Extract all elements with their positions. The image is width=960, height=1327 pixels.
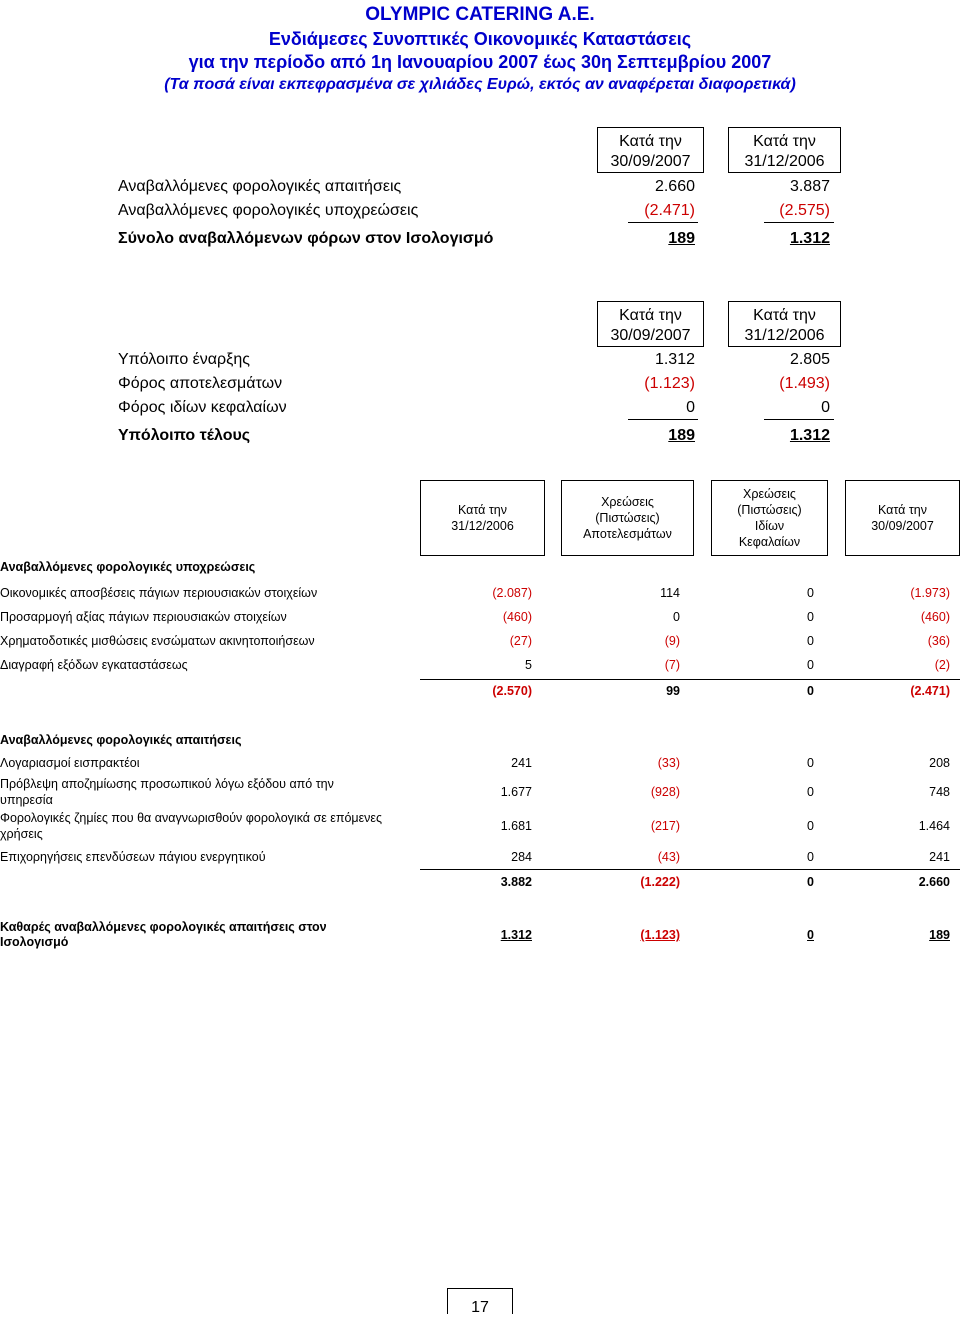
column-header-31-12-2006: Κατά την 31/12/2006 — [728, 127, 841, 173]
deferred-tax-details-table: Κατά την 31/12/2006 Χρεώσεις (Πιστώσεις) Αποτελεσμάτων Χρεώσεις (Πιστώσεις) Ιδίων Κεφαλαίων Κατά την 30/09/2007 Αναβαλλόμενες φορολογικές υποχρεώσεις Οικονομικές αποσβέσεις πάγιων περιουσιακών στοιχείων (2.087) 114 0 (1.973) Προσαρμογή αξίας πάγιων περιουσιακών στοιχείων (460) 0 0 (460) Χρηματοδοτικές μισθώσεις ενσώματων ακινητοποιήσεων (27) (9) 0 (36) Διαγραφή εξόδων εγκαταστάσεως 5 (7) 0 (2) (2.570) 99 0 (2.471) Αναβαλλόμενες φορολογικές απαιτήσεις Λογαριασμοί εισπρακτέοι 241 (33) 0 208 Πρόβλεψη αποζημίωσης προσωπικού λόγω εξόδου από την υπηρεσία 1.677 (928) 0 748 Φορολογικές ζημίες που θα αναγνωρισθούν φορολογικά σε επόμενες χρήσεις 1.681 (217) 0 1.464 Επιχορηγήσεις επενδύσεων πάγιου ενεργητικού 284 (43) 0 241 3.882 (1.222) 0 2.660 Καθαρές αναβαλλόμενες φορολογικές απαιτήσεις στον Ισολογισμό 1.312 (1.123) 0 189 — [0, 0, 960, 1000]
section-title-liabilities: Αναβαλλόμενες φορολογικές υποχρεώσεις — [0, 560, 256, 574]
report-title: Ενδιάμεσες Συνοπτικές Οικονομικές Καταστάσεις — [268, 29, 692, 49]
column-header-equity: Χρεώσεις (Πιστώσεις) Ιδίων Κεφαλαίων — [711, 480, 828, 556]
table-row: Πρόβλεψη αποζημίωσης προσωπικού λόγω εξόδου από την υπηρεσία 1.677 (928) 0 748 — [0, 777, 950, 807]
subtotal-line — [420, 679, 960, 680]
column-header-income-statement: Χρεώσεις (Πιστώσεις) Αποτελεσμάτων — [561, 480, 694, 556]
table-row: Φορολογικές ζημίες που θα αναγνωρισθούν φορολογικά σε επόμενες χρήσεις 1.681 (217) 0 1.464 — [0, 811, 950, 841]
column-header-31-12-2006: Κατά την 31/12/2006 — [728, 301, 841, 347]
page-number: 17 — [447, 1288, 513, 1314]
table-net-total-row: Καθαρές αναβαλλόμενες φορολογικές απαιτήσεις στον Ισολογισμό 1.312 (1.123) 0 189 — [0, 920, 950, 949]
report-period: για την περίοδο από 1η Ιανουαρίου 2007 έως 30η Σεπτεμβρίου 2007 — [188, 52, 772, 72]
section-title-assets: Αναβαλλόμενες φορολογικές απαιτήσεις — [0, 733, 242, 747]
report-note: (Τα ποσά είναι εκπεφρασμένα σε χιλιάδες Ευρώ, εκτός αν αναφέρεται διαφορετικά) — [164, 76, 796, 93]
column-header-30-09-2007: Κατά την 30/09/2007 — [597, 127, 704, 173]
subtotal-line — [420, 869, 960, 870]
column-header-31-12-2006: Κατά την 31/12/2006 — [420, 480, 545, 556]
column-header-30-09-2007: Κατά την 30/09/2007 — [845, 480, 960, 556]
company-name: OLYMPIC CATERING A.E. — [365, 4, 595, 25]
column-header-30-09-2007: Κατά την 30/09/2007 — [597, 301, 704, 347]
